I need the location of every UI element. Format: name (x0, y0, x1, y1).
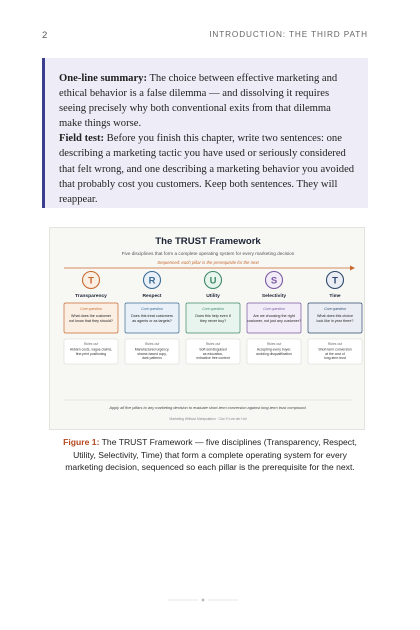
summary-paragraph (59, 71, 356, 131)
pillar-name: Transparency (75, 294, 107, 299)
rules-out-line: extractive free content (196, 356, 230, 361)
trust-framework-figure (49, 227, 365, 430)
page-number: 2 (42, 30, 48, 41)
rules-out-line: Manufactured urgency, (134, 347, 170, 352)
summary-label: One-line summary: (59, 73, 147, 84)
core-question-line: they never buy? (199, 319, 227, 323)
field-test-text: Before you finish this chapter, write two sentences: one describing a marketing tactic you have used or seriously considered that felt wrong, and one describing a marketing behavior you avoided that probably cost you customers. Keep both sentences. They will reappear. (59, 133, 355, 205)
core-question-label: Core question (263, 307, 285, 311)
bottom-note: Apply all five pillars to any marketing decision to evaluate short-term conversion against long-term trust compound. (109, 405, 307, 410)
pillar-letter: T (88, 275, 94, 287)
rules-out-line: long-term trust (324, 356, 346, 361)
summary-callout (42, 58, 368, 208)
rules-out-line: Short-term conversion (318, 347, 352, 352)
pillar-name: Respect (142, 294, 162, 299)
rules-out-line: Hidden costs, vague claims, (69, 347, 113, 352)
core-question-label: Core question (202, 307, 224, 311)
core-question-line: What does the customer (71, 314, 111, 318)
rules-out-label: Rules out (205, 342, 221, 346)
rules-out-line: dark patterns (142, 356, 162, 361)
figure-caption (54, 436, 366, 474)
sequence-arrowhead (350, 266, 355, 271)
rules-out-label: Rules out (83, 342, 99, 346)
framework-diagram (50, 228, 366, 431)
core-question-line: What does this choice (316, 314, 354, 318)
pillar-letter: T (332, 275, 338, 287)
core-question-label: Core question (141, 307, 163, 311)
figure-title: The TRUST Framework (155, 236, 261, 247)
rules-out-label: Rules out (327, 342, 343, 346)
core-question-line: customer, not just any customer? (246, 319, 302, 323)
caption-text: The TRUST Framework — five disciplines (Transparency, Respect, Utility, Selectivity, Time) that form a complete operating system for every marketing decision, sequenced so each pillar is the prerequisite for the next. (65, 437, 357, 473)
core-question-line: Are we choosing the right (253, 314, 295, 318)
rules-out-line: Soft-sell disguised (199, 347, 227, 352)
pillars-group (64, 272, 362, 365)
footer-dot (202, 599, 205, 602)
core-question-line: look like in year three? (316, 319, 354, 323)
rules-out-line: as education, (202, 351, 224, 356)
pillar-letter: R (148, 275, 156, 287)
summary-text: The choice between effective marketing and ethical behavior is a false dilemma — and dissolving it requires seeing precisely why both conventional exits from that dilemma make things worse. (59, 73, 338, 130)
field-test-label: Field test: (59, 133, 105, 145)
sequence-label: Sequenced: each pillar is the prerequisite for the next (157, 260, 259, 265)
rules-out-label: Rules out (144, 342, 160, 346)
footer-ornament (0, 596, 420, 604)
figure-credit: Marketing Without Manipulation · Can Yi Lee der Hof (169, 417, 247, 421)
rules-out-line: Accepting every buyer, (256, 347, 292, 352)
figure-subtitle: Five disciplines that form a complete operating system for every marketing decision (121, 251, 295, 256)
rules-out-line: avoiding disqualification (256, 351, 292, 356)
pillar-name: Utility (206, 294, 220, 299)
rules-out-label: Rules out (266, 342, 282, 346)
running-title: INTRODUCTION: THE THIRD PATH (209, 30, 368, 39)
core-question-line: Does this treat customers (131, 314, 173, 318)
rules-out-line: fine-print positioning (75, 351, 107, 356)
pillar-letter: U (209, 275, 217, 287)
core-question-line: Does this help even if (195, 314, 231, 318)
core-question-label: Core question (80, 307, 102, 311)
core-question-line: as agents or as targets? (132, 319, 172, 323)
caption-label: Figure 1: (63, 437, 100, 447)
field-test-paragraph (59, 131, 356, 206)
pillar-name: Time (329, 294, 341, 299)
rules-out-line: at the cost of (325, 351, 345, 356)
pillar-name: Selectivity (261, 294, 287, 299)
rules-out-line: shame-based copy, (137, 351, 167, 356)
core-question-line: not know that they should? (69, 319, 113, 323)
core-question-label: Core question (324, 307, 346, 311)
pillar-letter: S (270, 275, 278, 287)
